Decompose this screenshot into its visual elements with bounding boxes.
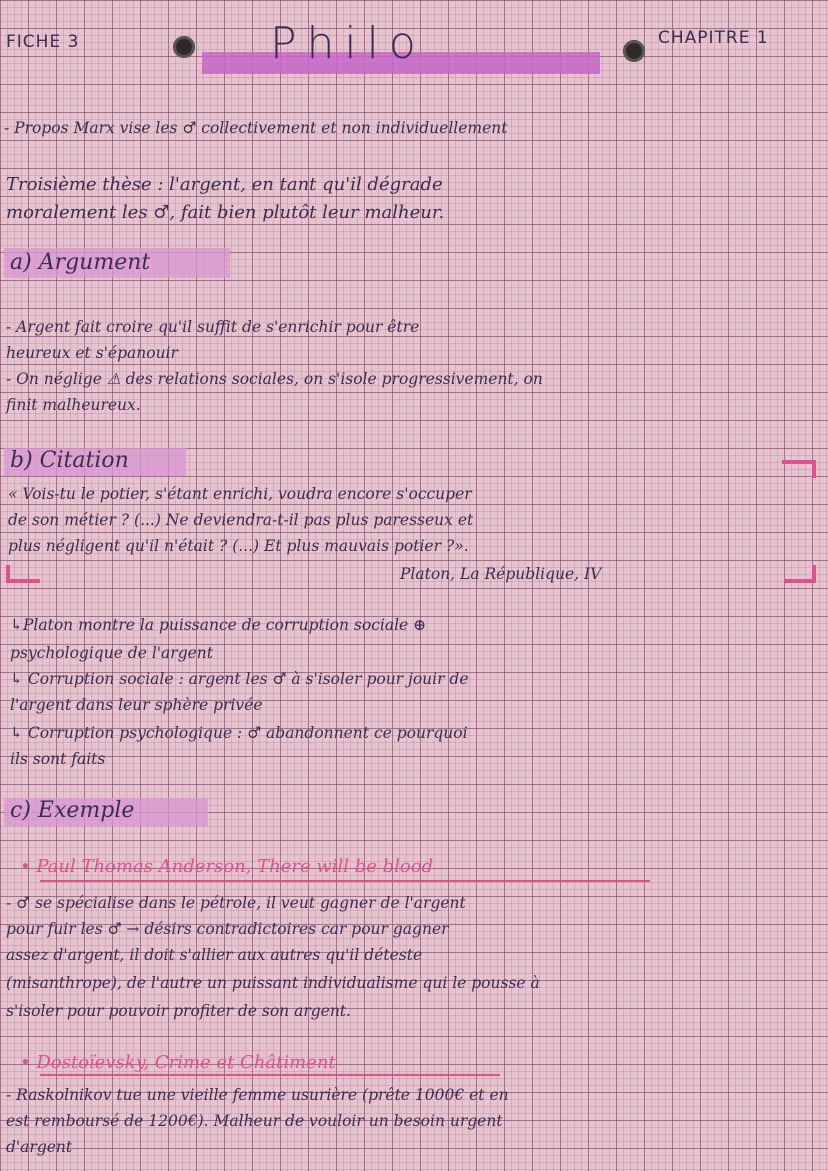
example-2-line-3: d'argent xyxy=(6,1138,73,1156)
chapitre-label: CHAPITRE 1 xyxy=(658,28,769,48)
thesis-line-1: Troisième thèse : l'argent, en tant qu'il dégrade xyxy=(6,174,443,195)
quote-bracket-bottom-left xyxy=(6,565,40,583)
analysis-line-5: ↳ Corruption psychologique : ♂ abandonnent ce pourquoi xyxy=(10,724,468,742)
thesis-line-2: moralement les ♂, fait bien plutôt leur malheur. xyxy=(6,202,445,223)
analysis-line-2: psychologique de l'argent xyxy=(10,644,213,662)
intro-line: - Propos Marx vise les ♂ collectivement et non individuellement xyxy=(4,119,508,137)
analysis-line-4: l'argent dans leur sphère privée xyxy=(10,696,263,714)
example-1-underline xyxy=(40,880,650,882)
example-1-line-5: s'isoler pour pouvoir profiter de son argent. xyxy=(6,1002,351,1020)
quote-line-1: « Vois-tu le potier, s'étant enrichi, voudra encore s'occuper xyxy=(8,485,472,503)
analysis-line-3: ↳ Corruption sociale : argent les ♂ à s'isoler pour jouir de xyxy=(10,670,469,688)
example-1-title: • Paul Thomas Anderson, There will be blood xyxy=(20,856,434,877)
argument-line-4: finit malheureux. xyxy=(6,396,141,414)
example-2-line-2: est remboursé de 1200€). Malheur de vouloir un besoin urgent xyxy=(6,1112,503,1130)
example-1-line-1: - ♂ se spécialise dans le pétrole, il veut gagner de l'argent xyxy=(6,894,466,912)
example-2-title: • Dostoïevsky, Crime et Châtiment xyxy=(20,1052,336,1073)
quote-bracket-top-right xyxy=(782,460,816,478)
quote-line-3: plus négligent qu'il n'était ? (...) Et plus mauvais potier ?». xyxy=(8,537,469,555)
binder-hole-right xyxy=(623,40,645,62)
quote-source: Platon, La République, IV xyxy=(400,565,602,583)
quote-bracket-bottom-right xyxy=(784,565,816,583)
example-1-line-4: (misanthrope), de l'autre un puissant individualisme qui le pousse à xyxy=(6,974,540,992)
argument-line-2: heureux et s'épanouir xyxy=(6,344,178,362)
quote-line-2: de son métier ? (...) Ne deviendra-t-il pas plus paresseux et xyxy=(8,511,474,529)
example-2-underline xyxy=(40,1074,500,1076)
example-1-line-3: assez d'argent, il doit s'allier aux autres qu'il déteste xyxy=(6,946,423,964)
section-a-title: a) Argument xyxy=(10,250,151,275)
binder-hole-left xyxy=(173,36,195,58)
analysis-line-1: ↳Platon montre la puissance de corruption sociale ⊕ xyxy=(10,616,427,634)
argument-line-3: - On néglige ⚠ des relations sociales, on s'isole progressivement, on xyxy=(6,370,543,388)
page-title: Philo xyxy=(270,18,426,69)
example-2-line-1: - Raskolnikov tue une vieille femme usurière (prête 1000€ et en xyxy=(6,1086,509,1104)
section-b-title: b) Citation xyxy=(10,448,129,473)
example-1-line-2: pour fuir les ♂ → désirs contradictoires car pour gagner xyxy=(6,920,449,938)
argument-line-1: - Argent fait croire qu'il suffit de s'enrichir pour être xyxy=(6,318,420,336)
analysis-line-6: ils sont faits xyxy=(10,750,106,768)
fiche-label: FICHE 3 xyxy=(6,32,80,52)
section-c-title: c) Exemple xyxy=(10,798,135,823)
